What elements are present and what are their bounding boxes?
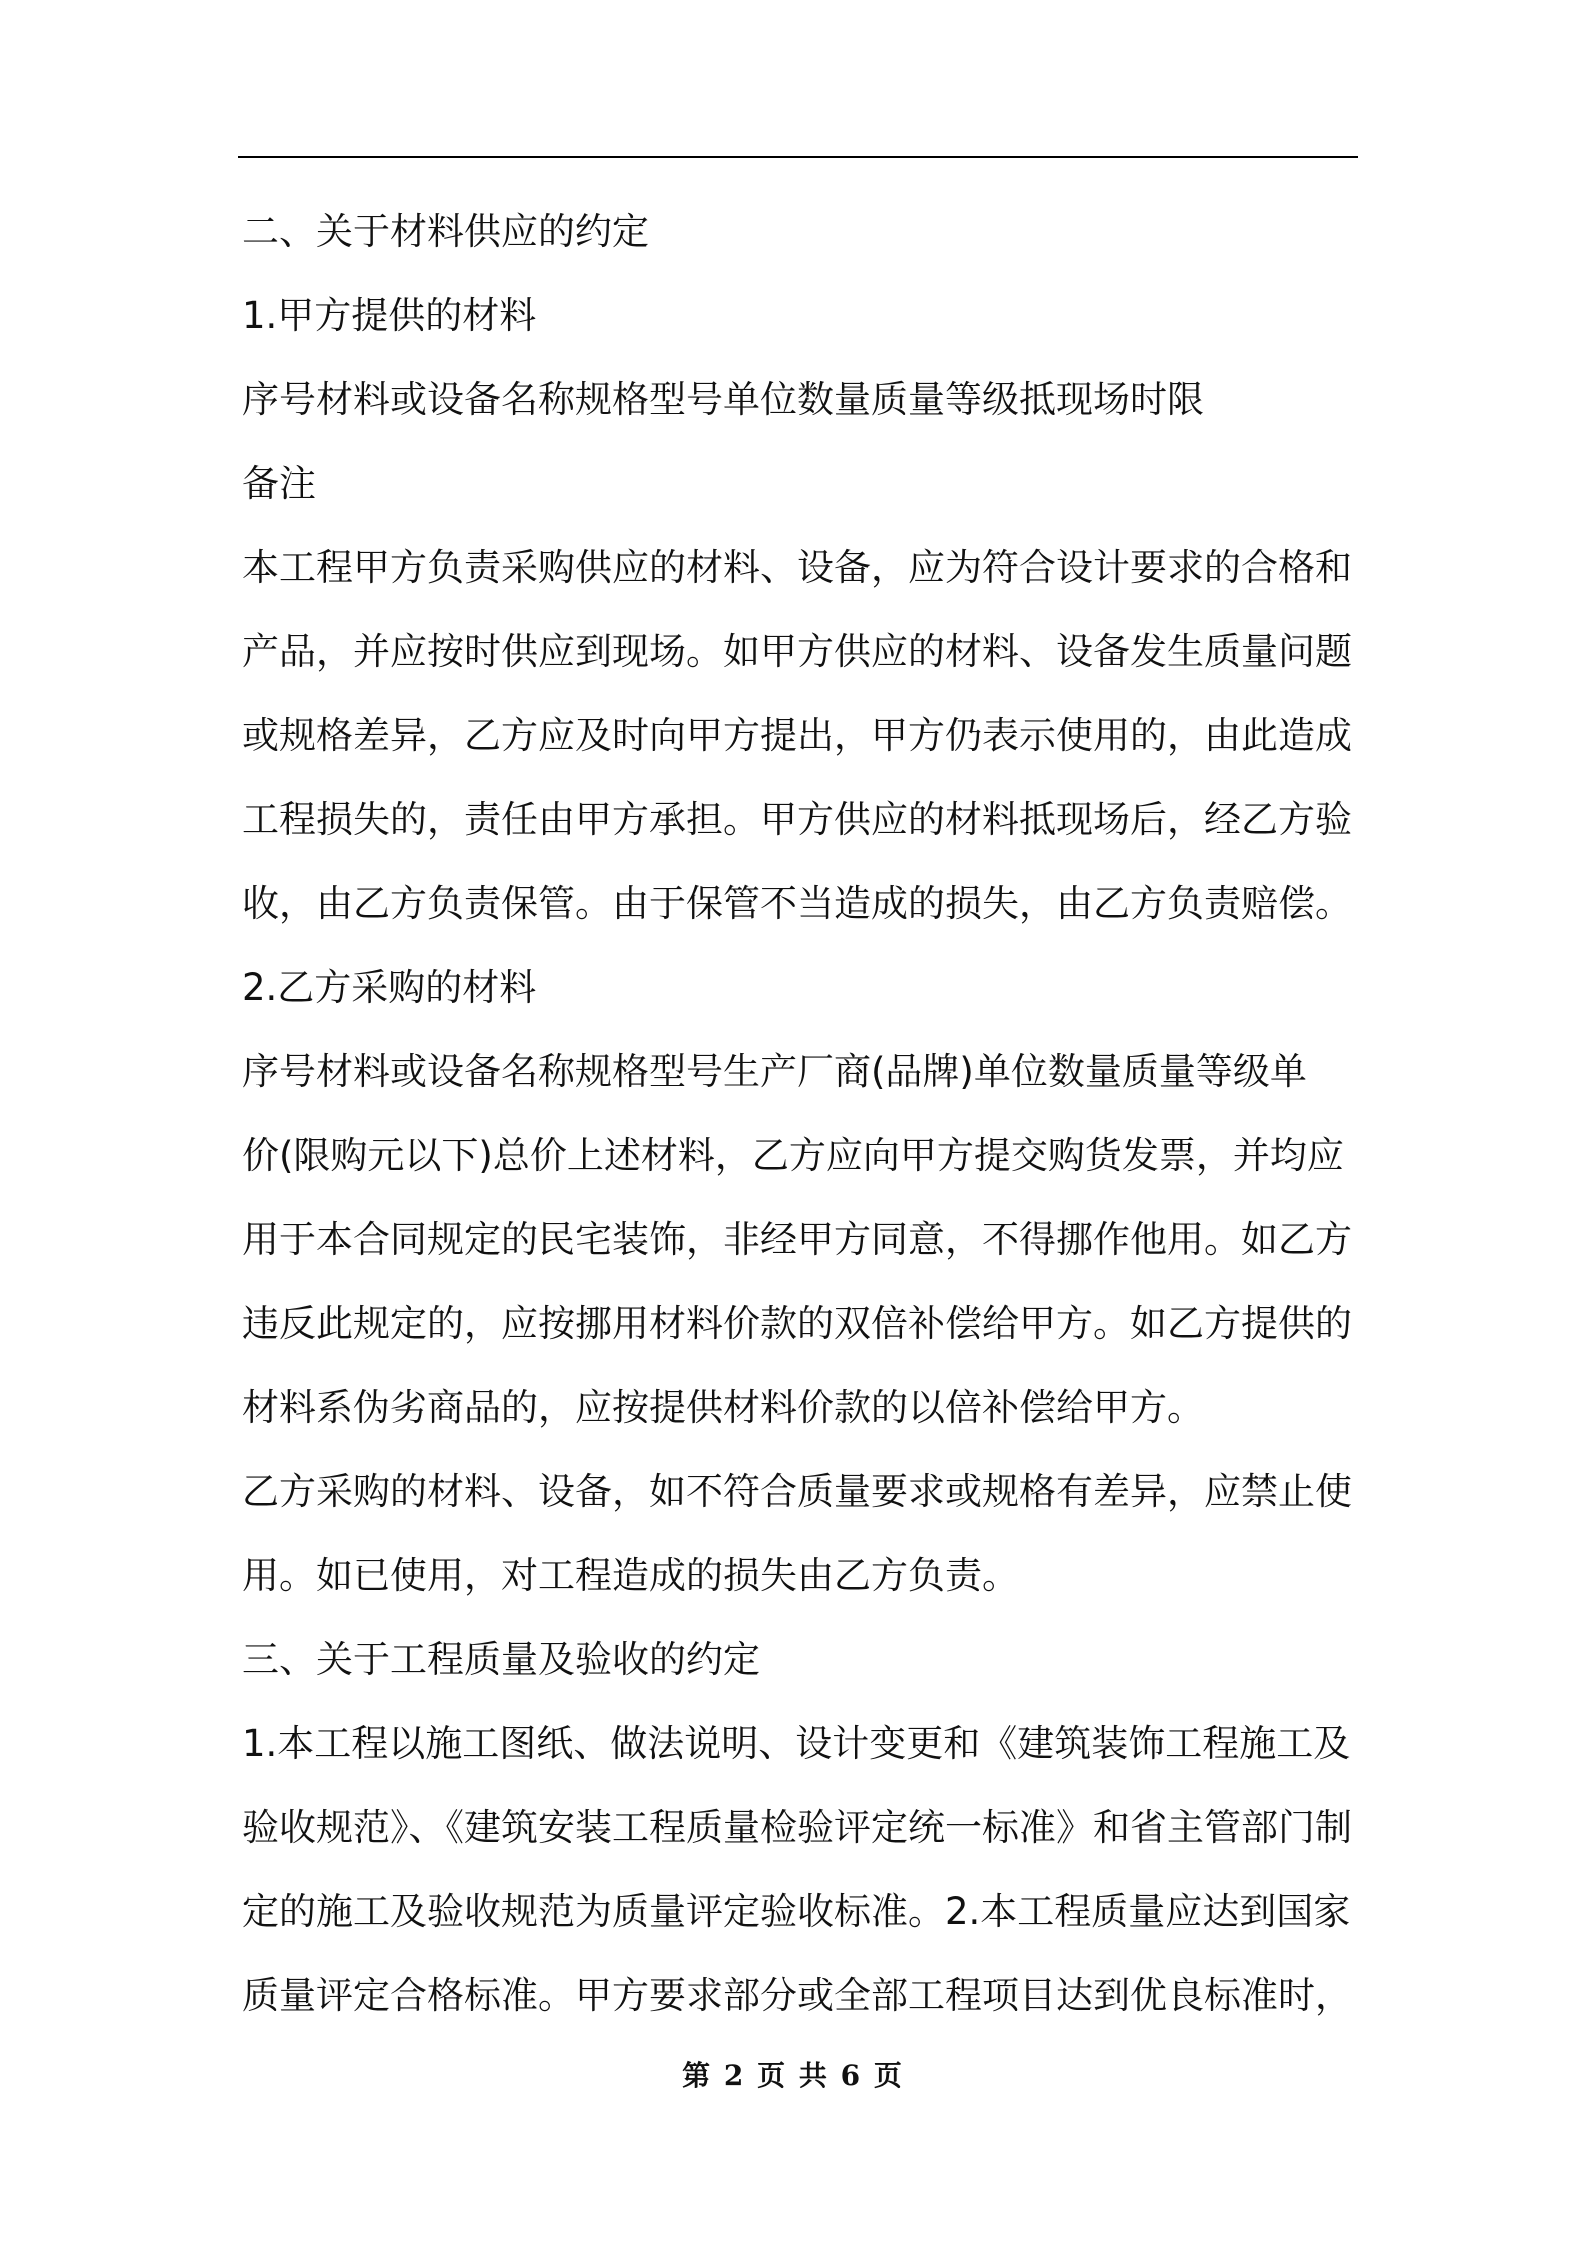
section-heading: 三、关于工程质量及验收的约定 [242,1638,760,1681]
paragraph-line: 验收规范》、《建筑安装工程质量检验评定统一标准》和省主管部门制 [242,1806,1352,1849]
header-rule [238,156,1358,158]
paragraph-line: 工程损失的，责任由甲方承担。甲方供应的材料抵现场后，经乙方验 [242,798,1352,841]
page-number: 第 2 页 共 6 页 [682,2059,904,2092]
paragraph-line: 用于本合同规定的民宅装饰，非经甲方同意，不得挪作他用。如乙方 [242,1218,1352,1261]
paragraph-line: 1.本工程以施工图纸、做法说明、设计变更和《建筑装饰工程施工及 [242,1722,1351,1765]
paragraph-line: 产品，并应按时供应到现场。如甲方供应的材料、设备发生质量问题 [242,630,1352,673]
paragraph-line: 序号材料或设备名称规格型号生产厂商(品牌)单位数量质量等级单 [242,1050,1307,1093]
paragraph-line: 乙方采购的材料、设备，如不符合质量要求或规格有差异，应禁止使 [242,1470,1352,1513]
paragraph-line: 序号材料或设备名称规格型号单位数量质量等级抵现场时限 [242,378,1204,421]
paragraph-line: 定的施工及验收规范为质量评定验收标准。2.本工程质量应达到国家 [242,1890,1351,1933]
paragraph-line: 备注 [242,462,316,505]
paragraph-line: 质量评定合格标准。甲方要求部分或全部工程项目达到优良标准时， [242,1974,1352,2017]
subsection-heading: 2.乙方采购的材料 [242,966,537,1009]
paragraph-line: 用。如已使用，对工程造成的损失由乙方负责。 [242,1554,1019,1597]
paragraph-line: 价(限购元以下)总价上述材料，乙方应向甲方提交购货发票，并均应 [242,1134,1344,1177]
paragraph-line: 收，由乙方负责保管。由于保管不当造成的损失，由乙方负责赔偿。 [242,882,1352,925]
paragraph-line: 或规格差异，乙方应及时向甲方提出，甲方仍表示使用的，由此造成 [242,714,1352,757]
paragraph-line: 违反此规定的，应按挪用材料价款的双倍补偿给甲方。如乙方提供的 [242,1302,1352,1345]
paragraph-line: 材料系伪劣商品的，应按提供材料价款的以倍补偿给甲方。 [242,1386,1204,1429]
paragraph-line: 本工程甲方负责采购供应的材料、设备，应为符合设计要求的合格和 [242,546,1352,589]
subsection-heading: 1.甲方提供的材料 [242,294,537,337]
section-heading: 二、关于材料供应的约定 [242,210,649,253]
document-body [242,190,1358,2038]
